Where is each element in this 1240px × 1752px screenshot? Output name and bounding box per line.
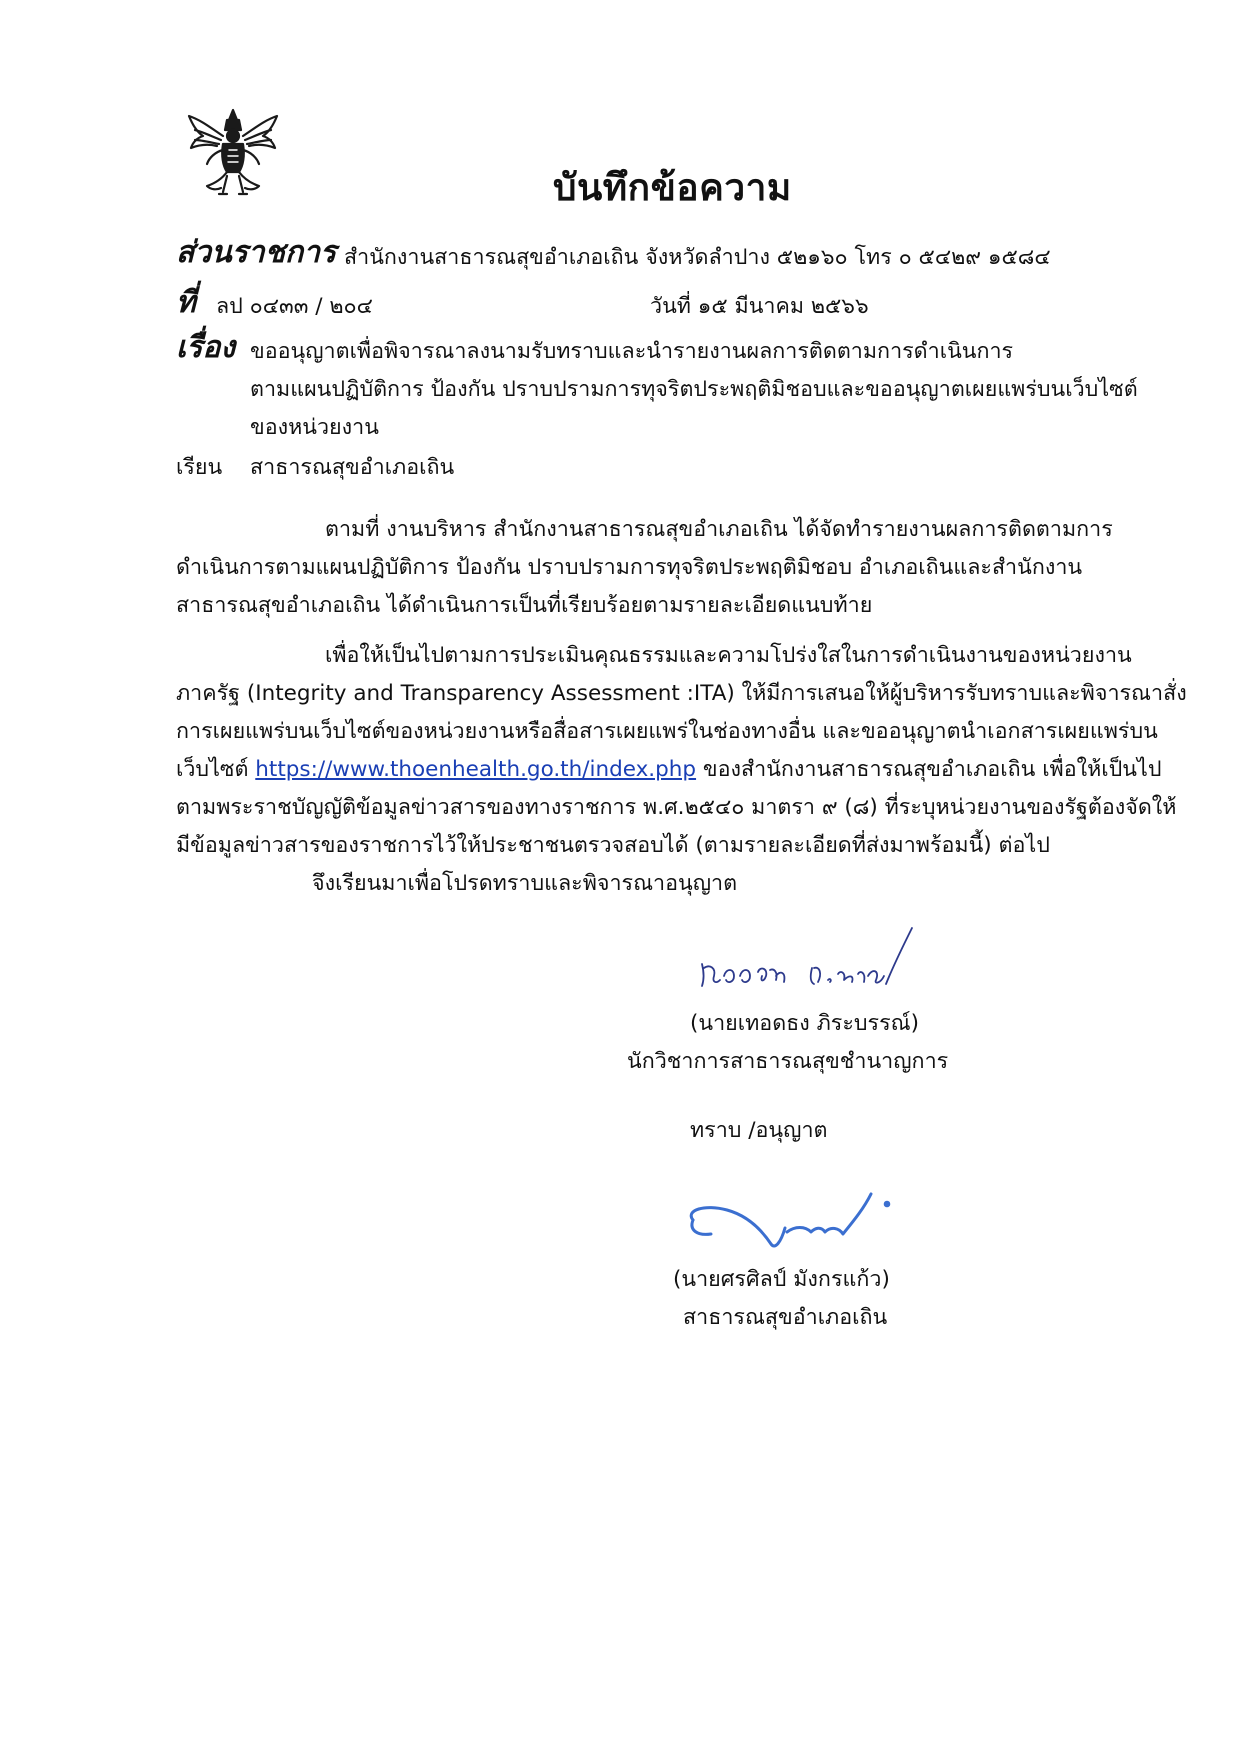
garuda-emblem-icon <box>183 106 283 198</box>
signatory-1-position: นักวิชาการสาธารณสุขชำนาญการ <box>627 1049 949 1074</box>
link-suffix-text: ของสำนักงานสาธารณสุขอำเภอเถิน เพื่อให้เป็นไป <box>696 757 1162 782</box>
body-text-line-with-link <box>176 752 1161 786</box>
body-text-line: มีข้อมูลข่าวสารของราชการไว้ให้ประชาชนตรวจสอบได้ (ตามรายละเอียดที่ส่งมาพร้อมนี้) ต่อไป <box>176 833 1050 858</box>
approval-text: ทราบ /อนุญาต <box>690 1118 828 1143</box>
recipient-label: เรียน <box>176 455 223 480</box>
closing-line: จึงเรียนมาเพื่อโปรดทราบและพิจารณาอนุญาต <box>312 871 738 896</box>
signatory-2-position: สาธารณสุขอำเภอเถิน <box>683 1305 888 1330</box>
recipient-value: สาธารณสุขอำเภอเถิน <box>250 455 455 480</box>
signatory-1-name: (นายเทอดธง ภิระบรรณ์) <box>690 1011 919 1036</box>
agency-value: สำนักงานสาธารณสุขอำเภอเถิน จังหวัดลำปาง ๕๒๑๖๐ โทร ๐ ๕๔๒๙ ๑๕๘๔ <box>344 245 1051 270</box>
body-text-line: เพื่อให้เป็นไปตามการประเมินคุณธรรมและความโปร่งใสในการดำเนินงานของหน่วยงาน <box>325 643 1132 668</box>
subject-line: ของหน่วยงาน <box>250 415 379 440</box>
signature-2-image <box>675 1180 900 1255</box>
reference-label: ที่ <box>176 285 196 320</box>
body-text-line: ดำเนินการตามแผนปฏิบัติการ ป้องกัน ปราบปรามการทุจริตประพฤติมิชอบ อำเภอเถินและสำนักงาน <box>176 555 1083 580</box>
document-title: บันทึกข้อความ <box>553 166 792 209</box>
website-link[interactable]: https://www.thoenhealth.go.th/index.php <box>255 757 697 782</box>
body-text-line: ตามพระราชบัญญัติข้อมูลข่าวสารของทางราชการ พ.ศ.๒๕๔๐ มาตรา ๙ (๘) ที่ระบุหน่วยงานของรัฐต้องจัดให้ <box>176 795 1177 820</box>
signatory-2-name: (นายศรศิลป์ มังกรแก้ว) <box>673 1267 890 1292</box>
subject-line: ขออนุญาตเพื่อพิจารณาลงนามรับทราบและนำรายงานผลการติดตามการดำเนินการ <box>250 339 1014 364</box>
body-text-line: การเผยแพร่บนเว็บไซต์ของหน่วยงานหรือสื่อสารเผยแพร่ในช่องทางอื่น และขออนุญาตนำเอกสารเผยแพร่บน <box>176 719 1158 744</box>
body-text-line: สาธารณสุขอำเภอเถิน ได้ดำเนินการเป็นที่เรียบร้อยตามรายละเอียดแนบท้าย <box>176 593 873 618</box>
body-text-line: ภาครัฐ (Integrity and Transparency Assessment :ITA) ให้มีการเสนอให้ผู้บริหารรับทราบและพิจารณาสั่ง <box>176 681 1187 706</box>
subject-label: เรื่อง <box>176 330 236 365</box>
agency-label: ส่วนราชการ <box>176 235 337 270</box>
body-text-line: ตามที่ งานบริหาร สำนักงานสาธารณสุขอำเภอเถิน ได้จัดทำรายงานผลการติดตามการ <box>325 517 1113 542</box>
link-prefix-text: เว็บไซต์ <box>176 757 256 782</box>
subject-line: ตามแผนปฏิบัติการ ป้องกัน ปราบปรามการทุจริตประพฤติมิชอบและขออนุญาตเผยแพร่บนเว็บไซต์ <box>250 377 1138 402</box>
document-date: วันที่ ๑๕ มีนาคม ๒๕๖๖ <box>650 294 869 319</box>
signature-1-image <box>690 924 920 994</box>
reference-number: ลป ๐๔๓๓ / ๒๐๔ <box>216 294 373 319</box>
